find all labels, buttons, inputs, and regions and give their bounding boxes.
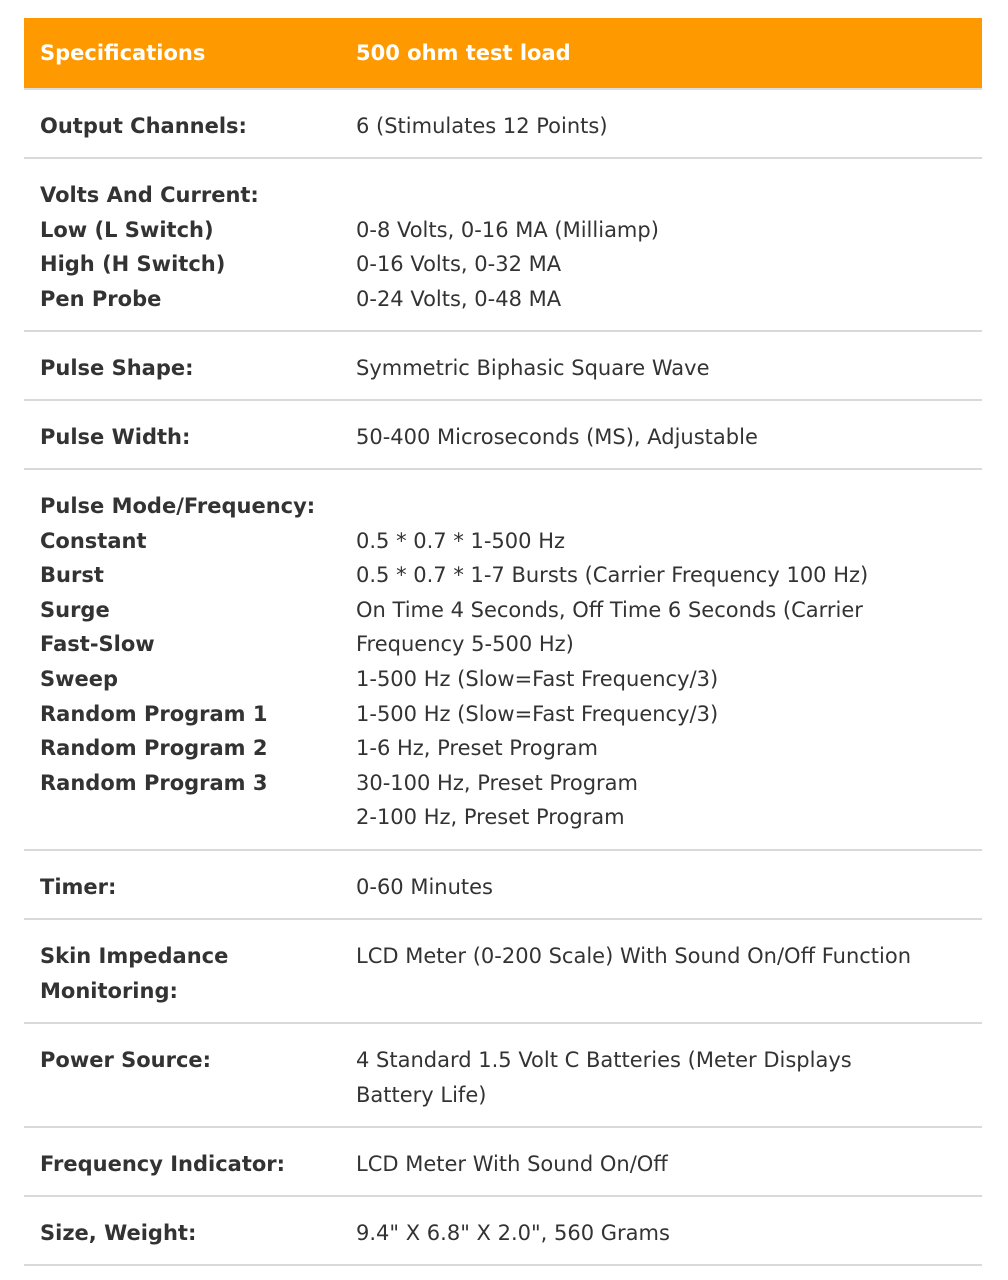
table-row xyxy=(24,90,982,159)
spec-value: 0-60 Minutes xyxy=(356,875,494,899)
spec-value: 1-6 Hz, Preset Program xyxy=(356,736,598,761)
specifications-table xyxy=(24,18,982,1266)
table-body xyxy=(24,90,982,1266)
spec-value: 9.4" X 6.8" X 2.0", 560 Grams xyxy=(356,1221,670,1245)
spec-label: Pulse Shape: xyxy=(40,356,194,380)
spec-label-cell xyxy=(24,1043,356,1126)
spec-value: 50-400 Microseconds (MS), Adjustable xyxy=(356,425,758,449)
spec-label-cell xyxy=(24,109,356,157)
spec-label: Volts And Current: xyxy=(40,183,259,207)
spec-value: 30-100 Hz, Preset Program xyxy=(356,770,638,795)
table-row xyxy=(24,1197,982,1266)
spec-value-cell xyxy=(356,1147,982,1195)
table-row xyxy=(24,1128,982,1197)
spec-label: Frequency Indicator: xyxy=(40,1152,286,1176)
header-specifications: Specifications xyxy=(40,41,206,65)
spec-value: 1-500 Hz (Slow=Fast Frequency/3) xyxy=(356,701,719,726)
spec-value: LCD Meter With Sound On/Off xyxy=(356,1152,668,1176)
table-row xyxy=(24,851,982,920)
spec-value-cell xyxy=(356,109,982,157)
spec-label: Random Program 1 xyxy=(40,701,268,726)
table-row xyxy=(24,401,982,470)
spec-value-cell xyxy=(356,351,982,399)
spec-label: Size, Weight: xyxy=(40,1221,197,1245)
spec-label-cell xyxy=(24,489,356,849)
spec-label-cell xyxy=(24,178,356,330)
spec-value: 1-500 Hz (Slow=Fast Frequency/3) xyxy=(356,666,719,691)
table-row xyxy=(24,920,982,1024)
table-row xyxy=(24,470,982,851)
spec-value: 0-16 Volts, 0-32 MA xyxy=(356,252,562,277)
table-row xyxy=(24,332,982,401)
spec-label: Pen Probe xyxy=(40,286,162,311)
spec-value: 0-24 Volts, 0-48 MA xyxy=(356,286,562,311)
spec-label: Sweep xyxy=(40,666,119,691)
spec-label-cell xyxy=(24,351,356,399)
spec-value: Battery Life) xyxy=(356,1082,487,1107)
spec-label-cell xyxy=(24,870,356,918)
spec-label: High (H Switch) xyxy=(40,252,226,277)
spec-value: 0.5 * 0.7 * 1-7 Bursts (Carrier Frequency 100 Hz) xyxy=(356,563,869,588)
spec-value: 2-100 Hz, Preset Program xyxy=(356,805,625,830)
spec-value: LCD Meter (0-200 Scale) With Sound On/Off Function xyxy=(356,944,912,968)
spec-value-cell xyxy=(356,420,982,468)
header-test-load: 500 ohm test load xyxy=(356,41,571,65)
spec-label: Power Source: xyxy=(40,1048,212,1072)
spec-value: 0-8 Volts, 0-16 MA (Milliamp) xyxy=(356,217,659,242)
spec-label: Constant xyxy=(40,528,147,553)
spec-value: On Time 4 Seconds, Off Time 6 Seconds (Carrier xyxy=(356,597,863,622)
spec-value: Symmetric Biphasic Square Wave xyxy=(356,356,710,380)
spec-value-cell xyxy=(356,1043,982,1126)
table-header xyxy=(24,18,982,90)
spec-label: Fast-Slow xyxy=(40,632,155,657)
spec-value: 0.5 * 0.7 * 1-500 Hz xyxy=(356,528,566,553)
spec-label: Surge xyxy=(40,597,110,622)
spec-value: 4 Standard 1.5 Volt C Batteries (Meter Displays xyxy=(356,1048,852,1072)
spec-label: Low (L Switch) xyxy=(40,217,214,242)
spec-value-cell xyxy=(356,939,982,1022)
spec-label-cell xyxy=(24,939,356,1022)
spec-label-cell xyxy=(24,1216,356,1264)
spec-label: Pulse Width: xyxy=(40,425,191,449)
spec-label: Pulse Mode/Frequency: xyxy=(40,494,316,518)
table-row xyxy=(24,1024,982,1128)
spec-value-cell xyxy=(356,870,982,918)
spec-value-cell xyxy=(356,178,982,330)
spec-label-cell xyxy=(24,1147,356,1195)
spec-label: Burst xyxy=(40,563,104,588)
spec-label: Random Program 2 xyxy=(40,736,268,761)
spec-label: Monitoring: xyxy=(40,978,178,1003)
spec-value-cell xyxy=(356,1216,982,1264)
spec-label: Timer: xyxy=(40,875,117,899)
spec-value-cell xyxy=(356,489,982,849)
spec-label: Output Channels: xyxy=(40,114,247,138)
spec-value xyxy=(356,178,982,213)
table-row xyxy=(24,159,982,332)
spec-value xyxy=(356,489,982,524)
spec-value: Frequency 5-500 Hz) xyxy=(356,632,574,657)
spec-label-cell xyxy=(24,420,356,468)
spec-value: 6 (Stimulates 12 Points) xyxy=(356,114,608,138)
spec-label: Random Program 3 xyxy=(40,770,268,795)
spec-label: Skin Impedance xyxy=(40,944,229,968)
